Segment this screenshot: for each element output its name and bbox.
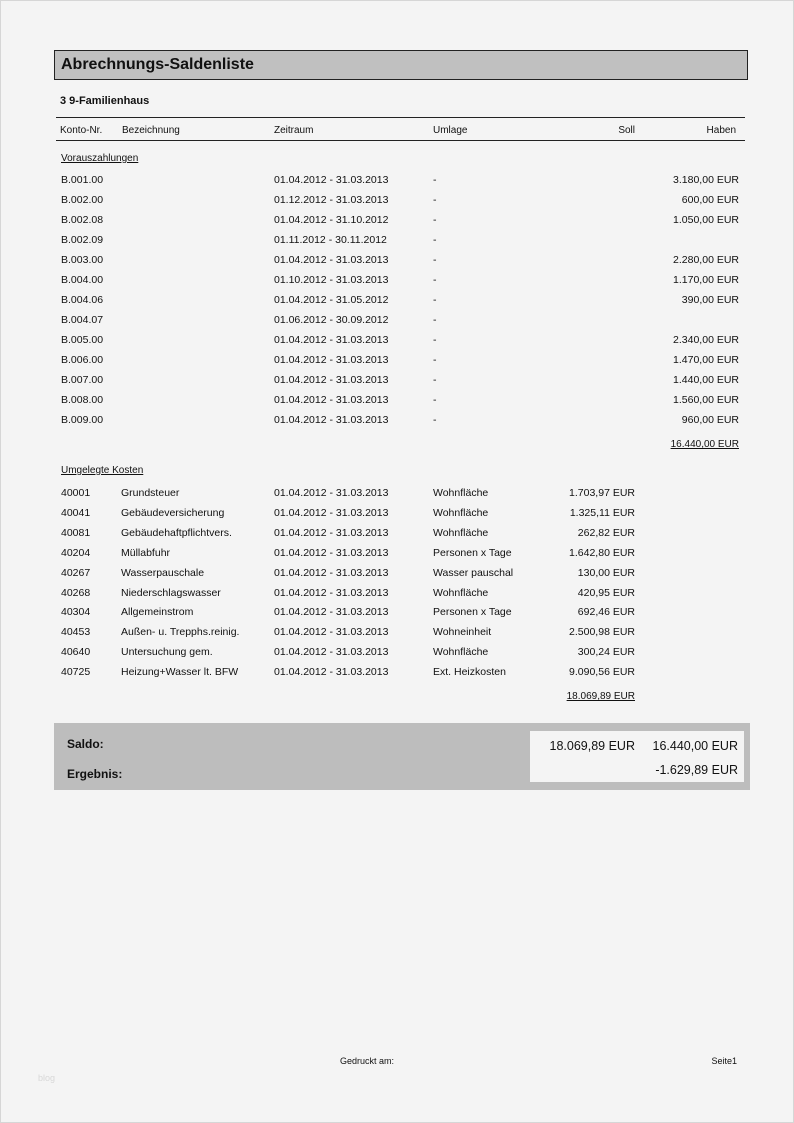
- zeitraum-cell: 01.04.2012 - 31.03.2013: [274, 587, 389, 599]
- document-title: Abrechnungs-Saldenliste: [54, 50, 748, 80]
- zeitraum-cell: 01.04.2012 - 31.03.2013: [274, 567, 389, 579]
- umlage-cell: -: [433, 214, 437, 226]
- soll-cell: 1.325,11 EUR: [569, 507, 635, 519]
- zeitraum-cell: 01.11.2012 - 30.11.2012: [274, 234, 387, 246]
- konto-cell: B.004.00: [61, 274, 104, 286]
- zeitraum-cell: 01.12.2012 - 31.03.2013: [274, 194, 389, 206]
- umlage-cell: Wohnfläche: [433, 507, 489, 519]
- umlage-cell: -: [433, 354, 437, 366]
- haben-cell: 2.280,00 EUR: [673, 254, 739, 266]
- table-row: [0, 547, 794, 567]
- saldo-soll-value: 18.069,89 EUR: [549, 739, 635, 753]
- header-bottom-rule: [56, 140, 745, 141]
- table-row: [0, 487, 794, 507]
- bezeichnung-cell: Niederschlagswasser: [121, 587, 221, 599]
- zeitraum-cell: 01.04.2012 - 31.03.2013: [274, 334, 389, 346]
- saldo-haben-value: 16.440,00 EUR: [652, 739, 738, 753]
- bezeichnung-cell: Außen- u. Trepphs.reinig.: [121, 626, 240, 638]
- zeitraum-cell: 01.04.2012 - 31.03.2013: [274, 606, 389, 618]
- table-row: [0, 394, 794, 414]
- zeitraum-cell: 01.04.2012 - 31.03.2013: [274, 174, 389, 186]
- zeitraum-cell: 01.04.2012 - 31.03.2013: [274, 626, 389, 638]
- saldo-label: Saldo:: [67, 737, 104, 751]
- umlage-cell: Wohnfläche: [433, 587, 489, 599]
- konto-cell: B.005.00: [61, 334, 104, 346]
- haben-cell: 3.180,00 EUR: [673, 174, 739, 186]
- umlage-cell: Wohnfläche: [433, 646, 489, 658]
- soll-cell: 1.642,80 EUR: [569, 547, 635, 559]
- bezeichnung-cell: Heizung+Wasser lt. BFW: [121, 666, 239, 678]
- table-row: [0, 646, 794, 666]
- table-row: [0, 587, 794, 607]
- bezeichnung-cell: Grundsteuer: [121, 487, 180, 499]
- zeitraum-cell: 01.04.2012 - 31.03.2013: [274, 414, 389, 426]
- haben-cell: 1.170,00 EUR: [673, 274, 739, 286]
- umlage-cell: Ext. Heizkosten: [433, 666, 506, 678]
- umlage-cell: -: [433, 414, 437, 426]
- zeitraum-cell: 01.04.2012 - 31.03.2013: [274, 527, 389, 539]
- printed-date-label: Gedruckt am:: [340, 1056, 395, 1066]
- umlage-cell: Wohnfläche: [433, 487, 489, 499]
- table-row: [0, 666, 794, 686]
- konto-cell: 40081: [61, 527, 91, 539]
- umlage-cell: -: [433, 174, 437, 186]
- table-row: [0, 507, 794, 527]
- zeitraum-cell: 01.06.2012 - 30.09.2012: [274, 314, 389, 326]
- table-row: [0, 374, 794, 394]
- umlage-cell: -: [433, 314, 437, 326]
- umlage-cell: Wasser pauschal: [433, 567, 514, 579]
- umlage-cell: -: [433, 194, 437, 206]
- konto-cell: B.001.00: [61, 174, 104, 186]
- zeitraum-cell: 01.04.2012 - 31.03.2013: [274, 547, 389, 559]
- table-row: [0, 254, 794, 274]
- umlage-cell: -: [433, 374, 437, 386]
- umlage-cell: Wohneinheit: [433, 626, 492, 638]
- table-row: [0, 334, 794, 354]
- soll-cell: 9.090,56 EUR: [569, 666, 635, 678]
- header-bezeichnung: Bezeichnung: [122, 125, 180, 136]
- umlage-cell: Personen x Tage: [433, 547, 512, 559]
- zeitraum-cell: 01.04.2012 - 31.03.2013: [274, 646, 389, 658]
- bezeichnung-cell: Gebäudehaftpflichtvers.: [121, 527, 232, 539]
- zeitraum-cell: 01.04.2012 - 31.10.2012: [274, 214, 389, 226]
- konto-cell: 40453: [61, 626, 91, 638]
- bezeichnung-cell: Wasserpauschale: [121, 567, 205, 579]
- soll-cell: 130,00 EUR: [577, 567, 635, 579]
- konto-cell: 40041: [61, 507, 91, 519]
- property-name: 3 9-Familienhaus: [60, 95, 150, 107]
- konto-cell: 40001: [61, 487, 91, 499]
- umlage-cell: -: [433, 234, 437, 246]
- bezeichnung-cell: Allgemeinstrom: [121, 606, 194, 618]
- table-row: [0, 354, 794, 374]
- konto-cell: B.009.00: [61, 414, 104, 426]
- konto-cell: B.006.00: [61, 354, 104, 366]
- konto-cell: B.007.00: [61, 374, 104, 386]
- konto-cell: 40204: [61, 547, 91, 559]
- umlage-cell: -: [433, 254, 437, 266]
- umlage-cell: -: [433, 334, 437, 346]
- konto-cell: 40725: [61, 666, 91, 678]
- zeitraum-cell: 01.04.2012 - 31.03.2013: [274, 487, 389, 499]
- haben-cell: 1.050,00 EUR: [673, 214, 739, 226]
- soll-cell: 1.703,97 EUR: [569, 487, 635, 499]
- bezeichnung-cell: Gebäudeversicherung: [121, 507, 225, 519]
- table-row: [0, 414, 794, 434]
- header-top-rule: [56, 117, 745, 118]
- haben-cell: 2.340,00 EUR: [673, 334, 739, 346]
- konto-cell: B.003.00: [61, 254, 104, 266]
- header-soll: Soll: [618, 125, 635, 136]
- bezeichnung-cell: Untersuchung gem.: [121, 646, 213, 658]
- zeitraum-cell: 01.04.2012 - 31.03.2013: [274, 666, 389, 678]
- konto-cell: 40267: [61, 567, 91, 579]
- umlage-cell: -: [433, 394, 437, 406]
- table-row: [0, 314, 794, 334]
- ergebnis-label: Ergebnis:: [67, 767, 123, 781]
- konto-cell: B.002.00: [61, 194, 104, 206]
- page-number: Seite1: [711, 1056, 737, 1066]
- header-zeitraum: Zeitraum: [274, 125, 314, 136]
- table-row: [0, 567, 794, 587]
- haben-cell: 390,00 EUR: [681, 294, 739, 306]
- zeitraum-cell: 01.04.2012 - 31.05.2012: [274, 294, 389, 306]
- soll-cell: 300,24 EUR: [577, 646, 635, 658]
- konto-cell: B.004.06: [61, 294, 104, 306]
- haben-cell: 600,00 EUR: [681, 194, 739, 206]
- zeitraum-cell: 01.04.2012 - 31.03.2013: [274, 394, 389, 406]
- section-vorauszahlungen: Vorauszahlungen: [61, 153, 139, 164]
- umlage-cell: -: [433, 274, 437, 286]
- umlage-cell: Wohnfläche: [433, 527, 489, 539]
- konto-cell: 40304: [61, 606, 91, 618]
- table-row: [0, 527, 794, 547]
- soll-cell: 262,82 EUR: [577, 527, 635, 539]
- header-haben: Haben: [706, 125, 736, 136]
- table-row: [0, 174, 794, 194]
- haben-cell: 1.470,00 EUR: [673, 354, 739, 366]
- watermark: blog: [38, 1073, 56, 1083]
- zeitraum-cell: 01.10.2012 - 31.03.2013: [274, 274, 389, 286]
- ergebnis-value: -1.629,89 EUR: [655, 763, 738, 777]
- konto-cell: B.008.00: [61, 394, 104, 406]
- zeitraum-cell: 01.04.2012 - 31.03.2013: [274, 374, 389, 386]
- table-row: [0, 606, 794, 626]
- konto-cell: B.004.07: [61, 314, 104, 326]
- umlage-cell: -: [433, 294, 437, 306]
- zeitraum-cell: 01.04.2012 - 31.03.2013: [274, 507, 389, 519]
- konto-cell: 40268: [61, 587, 91, 599]
- table-row: [0, 274, 794, 294]
- umlage-cell: Personen x Tage: [433, 606, 512, 618]
- vorauszahlungen-total: 16.440,00 EUR: [670, 439, 739, 450]
- bezeichnung-cell: Müllabfuhr: [121, 547, 171, 559]
- haben-cell: 1.440,00 EUR: [673, 374, 739, 386]
- soll-cell: 420,95 EUR: [577, 587, 635, 599]
- zeitraum-cell: 01.04.2012 - 31.03.2013: [274, 254, 389, 266]
- haben-cell: 960,00 EUR: [681, 414, 739, 426]
- soll-cell: 2.500,98 EUR: [569, 626, 635, 638]
- zeitraum-cell: 01.04.2012 - 31.03.2013: [274, 354, 389, 366]
- umgelegte-total: 18.069,89 EUR: [566, 691, 635, 702]
- konto-cell: B.002.08: [61, 214, 104, 226]
- konto-cell: B.002.09: [61, 234, 104, 246]
- header-umlage: Umlage: [433, 125, 468, 136]
- konto-cell: 40640: [61, 646, 91, 658]
- soll-cell: 692,46 EUR: [577, 606, 635, 618]
- section-umgelegte-kosten: Umgelegte Kosten: [61, 465, 144, 476]
- haben-cell: 1.560,00 EUR: [673, 394, 739, 406]
- header-konto: Konto-Nr.: [60, 125, 103, 136]
- table-row: [0, 194, 794, 214]
- table-row: [0, 626, 794, 646]
- table-row: [0, 294, 794, 314]
- table-row: [0, 214, 794, 234]
- table-row: [0, 234, 794, 254]
